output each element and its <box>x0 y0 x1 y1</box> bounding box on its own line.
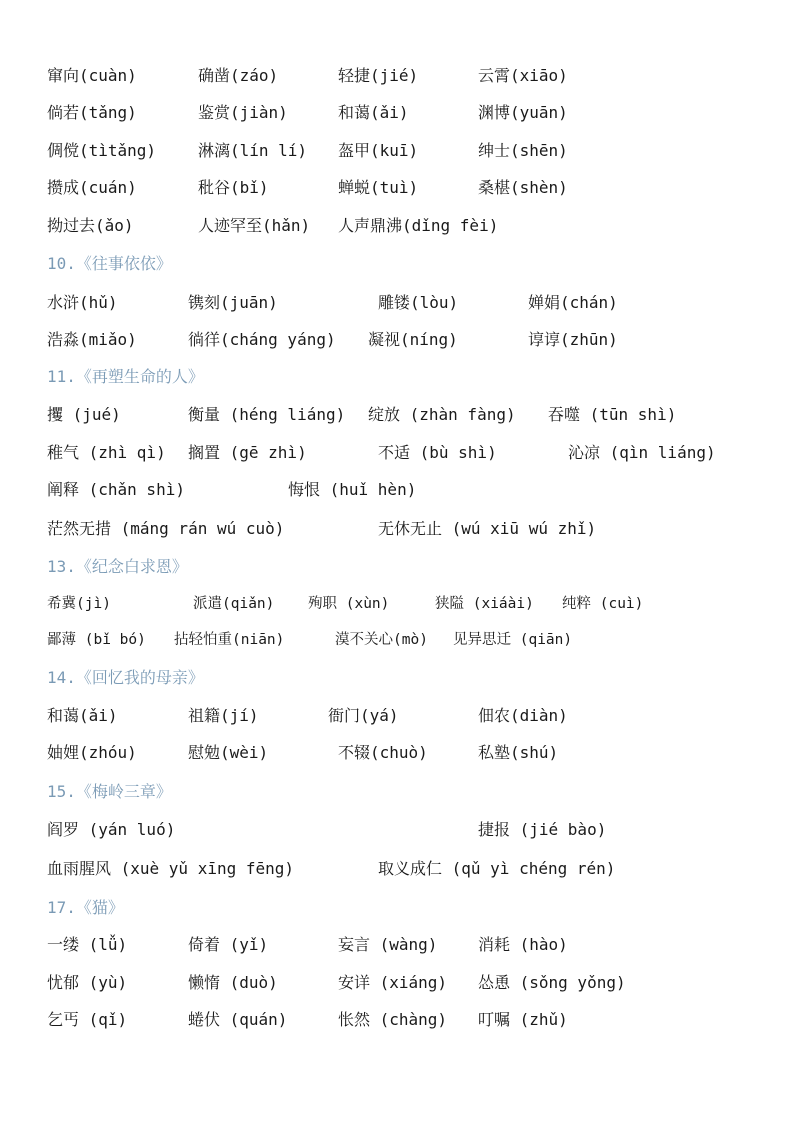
text-line <box>0 971 793 1001</box>
vocab-entry: 忧郁 (yù) <box>47 973 128 992</box>
vocab-entry: 妯娌(zhóu) <box>47 743 137 762</box>
vocab-entry: 云霄(xiāo) <box>478 66 568 85</box>
vocab-entry: 血雨腥风 (xuè yǔ xīng fēng) <box>47 859 295 878</box>
vocab-entry: 无休无止 (wú xiū wú zhǐ) <box>378 519 597 538</box>
text-line <box>0 857 793 887</box>
vocab-entry: 盔甲(kuī) <box>338 141 419 160</box>
vocab-entry: 消耗 (hào) <box>478 935 568 954</box>
vocab-entry: 蝉蜕(tuì) <box>338 178 419 197</box>
vocab-entry: 妄言 (wàng) <box>338 935 438 954</box>
vocab-entry: 人声鼎沸(dǐng fèi) <box>338 216 499 235</box>
vocab-entry: 秕谷(bǐ) <box>198 178 269 197</box>
vocab-entry: 轻捷(jié) <box>338 66 419 85</box>
text-line <box>0 666 793 696</box>
vocab-entry: 狭隘 (xiáài) <box>435 596 534 612</box>
vocab-entry: 拈轻怕重(niān) <box>174 632 285 648</box>
text-line <box>0 896 793 926</box>
section-heading: 15.《梅岭三章》 <box>47 782 172 801</box>
text-line <box>0 555 793 585</box>
text-line <box>0 176 793 206</box>
text-line <box>0 478 793 508</box>
text-line <box>0 741 793 771</box>
text-line <box>0 1008 793 1038</box>
vocab-entry: 谆谆(zhūn) <box>528 330 618 349</box>
vocab-entry: 怅然 (chàng) <box>338 1010 448 1029</box>
vocab-entry: 绅士(shēn) <box>478 141 568 160</box>
vocab-entry: 不辍(chuò) <box>338 743 428 762</box>
vocab-entry: 攒成(cuán) <box>47 178 137 197</box>
vocab-entry: 拗过去(ǎo) <box>47 216 134 235</box>
vocab-entry: 漠不关心(mò) <box>335 632 428 648</box>
vocab-entry: 衡量 (héng liáng) <box>188 405 346 424</box>
vocab-entry: 雕镂(lòu) <box>378 293 459 312</box>
vocab-entry: 茫然无措 (máng rán wú cuò) <box>47 519 285 538</box>
vocab-entry: 怂恿 (sǒng yǒng) <box>478 973 626 992</box>
text-line <box>0 64 793 94</box>
vocab-entry: 祖籍(jí) <box>188 706 259 725</box>
vocab-entry: 窜向(cuàn) <box>47 66 137 85</box>
section-heading: 17.《猫》 <box>47 898 124 917</box>
vocab-entry: 吞噬 (tūn shì) <box>548 405 677 424</box>
vocab-entry: 沁凉 (qìn liáng) <box>568 443 716 462</box>
vocab-entry: 水浒(hǔ) <box>47 293 118 312</box>
text-line <box>0 517 793 547</box>
section-heading: 14.《回忆我的母亲》 <box>47 668 204 687</box>
text-line <box>0 328 793 358</box>
section-heading: 13.《纪念白求恩》 <box>47 557 188 576</box>
text-line <box>0 818 793 848</box>
vocab-entry: 叮嘱 (zhǔ) <box>478 1010 568 1029</box>
vocab-entry: 捷报 (jié bào) <box>478 820 607 839</box>
vocab-entry: 佃农(diàn) <box>478 706 568 725</box>
text-line <box>0 252 793 282</box>
vocab-entry: 倜傥(tìtǎng) <box>47 141 157 160</box>
vocab-entry: 桑椹(shèn) <box>478 178 568 197</box>
vocab-entry: 确凿(záo) <box>198 66 279 85</box>
text-line <box>0 628 793 658</box>
vocab-entry: 阐释 (chǎn shì) <box>47 480 185 499</box>
text-line <box>0 365 793 395</box>
vocab-entry: 淋漓(lín lí) <box>198 141 308 160</box>
text-line <box>0 139 793 169</box>
text-line <box>0 933 793 963</box>
vocab-entry: 搁置 (gē zhì) <box>188 443 307 462</box>
vocab-entry: 凝视(níng) <box>368 330 458 349</box>
vocab-entry: 私塾(shú) <box>478 743 559 762</box>
vocab-entry: 婵娟(chán) <box>528 293 618 312</box>
text-line <box>0 403 793 433</box>
text-line <box>0 441 793 471</box>
text-line <box>0 780 793 810</box>
vocab-entry: 不适 (bù shì) <box>378 443 497 462</box>
vocab-entry: 一缕 (lǚ) <box>47 935 128 954</box>
vocab-entry: 攫 (jué) <box>47 405 121 424</box>
vocab-entry: 慰勉(wèi) <box>188 743 269 762</box>
vocab-entry: 徜徉(cháng yáng) <box>188 330 336 349</box>
vocab-entry: 和蔼(ǎi) <box>47 706 118 725</box>
vocab-entry: 衙门(yá) <box>328 706 399 725</box>
text-line <box>0 592 793 622</box>
vocab-entry: 人迹罕至(hǎn) <box>198 216 311 235</box>
vocab-entry: 殉职 (xùn) <box>308 596 390 612</box>
section-heading: 10.《往事依依》 <box>47 254 172 273</box>
section-heading: 11.《再塑生命的人》 <box>47 367 204 386</box>
vocab-entry: 派遣(qiǎn) <box>193 596 275 612</box>
vocab-entry: 希冀(jì) <box>47 596 111 612</box>
vocab-entry: 阎罗 (yán luó) <box>47 820 176 839</box>
vocab-entry: 见异思迁 (qiān) <box>453 632 573 648</box>
vocab-entry: 倚着 (yǐ) <box>188 935 269 954</box>
vocab-entry: 安详 (xiáng) <box>338 973 448 992</box>
vocab-entry: 和蔼(ǎi) <box>338 103 409 122</box>
vocab-entry: 懒惰 (duò) <box>188 973 278 992</box>
text-line <box>0 214 793 244</box>
vocab-entry: 渊博(yuān) <box>478 103 568 122</box>
vocab-entry: 稚气 (zhì qì) <box>47 443 166 462</box>
vocab-entry: 倘若(tǎng) <box>47 103 137 122</box>
vocab-entry: 鉴赏(jiàn) <box>198 103 288 122</box>
text-line <box>0 291 793 321</box>
vocab-entry: 镌刻(juān) <box>188 293 278 312</box>
vocab-entry: 悔恨 (huǐ hèn) <box>288 480 417 499</box>
vocab-entry: 蜷伏 (quán) <box>188 1010 288 1029</box>
text-line <box>0 101 793 131</box>
vocab-entry: 绽放 (zhàn fàng) <box>368 405 516 424</box>
vocab-entry: 取义成仁 (qǔ yì chéng rén) <box>378 859 616 878</box>
vocab-entry: 浩淼(miǎo) <box>47 330 137 349</box>
vocab-entry: 乞丐 (qǐ) <box>47 1010 128 1029</box>
vocab-entry: 鄙薄 (bǐ bó) <box>47 632 146 648</box>
vocab-entry: 纯粹 (cuì) <box>562 596 644 612</box>
text-line <box>0 704 793 734</box>
